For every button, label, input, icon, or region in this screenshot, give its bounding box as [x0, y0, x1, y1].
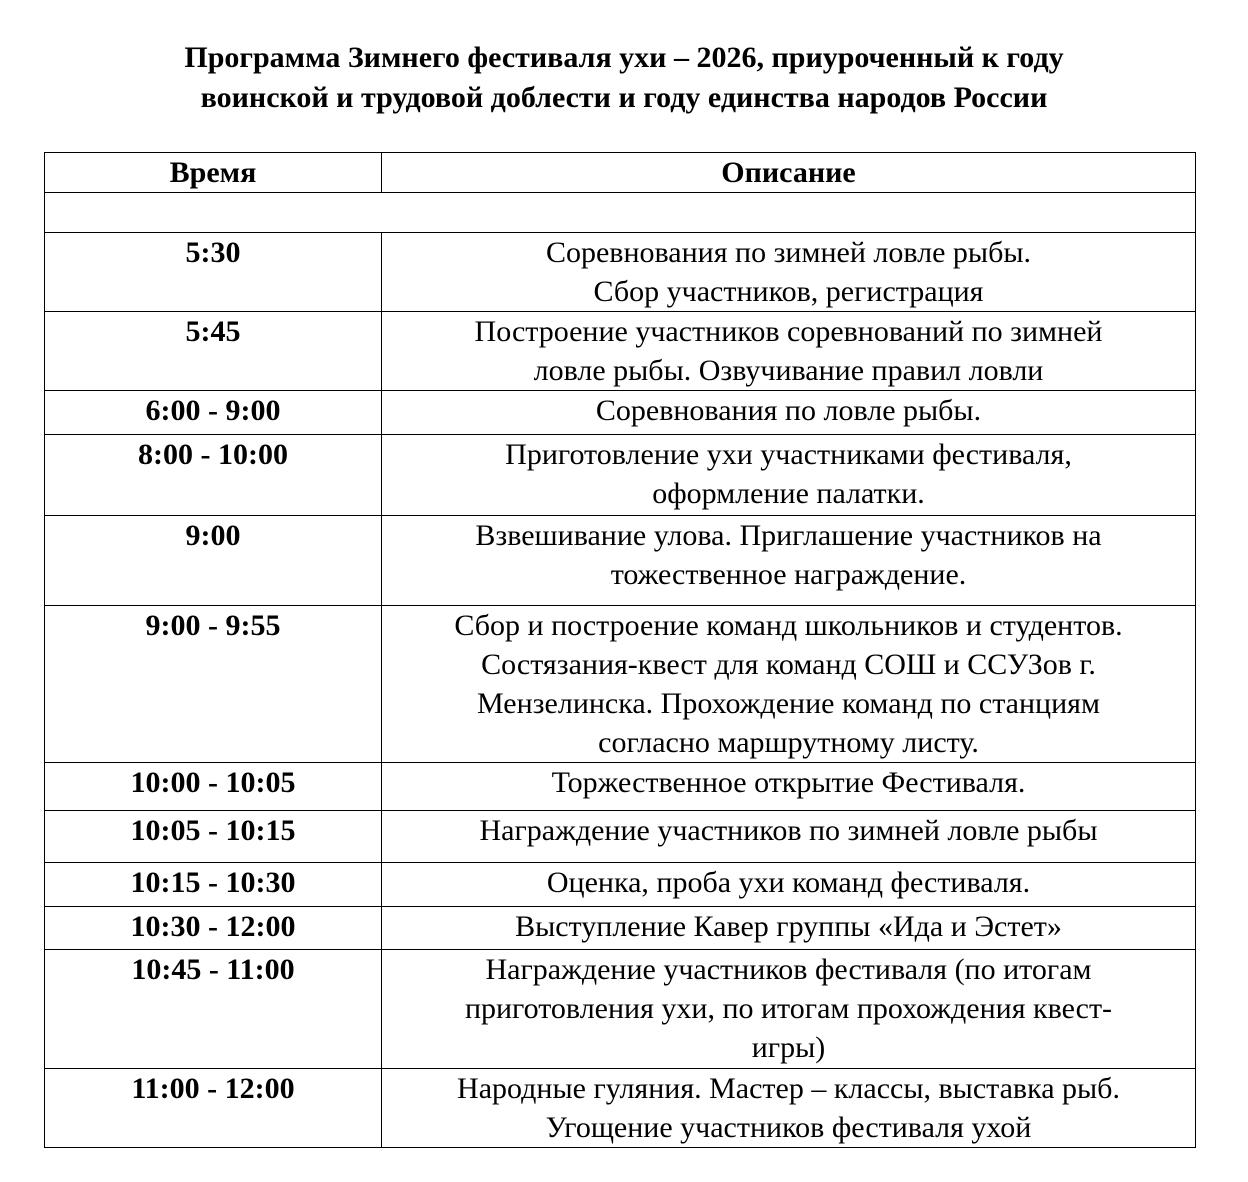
time-cell: 10:00 - 10:05: [45, 763, 382, 811]
description-line: Состязания-квест для команд СОШ и ССУЗов г.: [481, 648, 1096, 681]
description-cell: [382, 863, 1196, 907]
description-line: Награждение участников по зимней ловле рыбы: [479, 814, 1098, 847]
description-cell: [382, 312, 1196, 391]
time-cell: 10:30 - 12:00: [45, 907, 382, 950]
description-line: Сбор участников, регистрация: [593, 275, 984, 308]
description-line: Соревнования по ловле рыбы.: [595, 394, 982, 427]
description-cell: [382, 763, 1196, 811]
description-line: Угощение участников фестиваля ухой: [545, 1111, 1032, 1144]
description-line: Взвешивание улова. Приглашение участников на: [475, 519, 1102, 552]
table-row: [45, 763, 1196, 811]
description-line: Построение участников соревнований по зимней: [474, 315, 1103, 348]
table-row: [45, 907, 1196, 950]
description-line: тожественное награждение.: [610, 558, 967, 591]
time-cell: 8:00 - 10:00: [45, 435, 382, 516]
empty-row: [45, 193, 1196, 233]
description-line: Выступление Кавер группы «Ида и Эстет»: [515, 910, 1062, 943]
empty-cell: [45, 193, 1196, 233]
description-line: оформление палатки.: [652, 477, 925, 510]
description-line: Приготовление ухи участниками фестиваля,: [505, 438, 1072, 471]
time-cell: 9:00: [45, 516, 382, 606]
time-cell: 6:00 - 9:00: [45, 391, 382, 435]
table-header-row: [45, 153, 1196, 193]
description-cell: [382, 391, 1196, 435]
table-row: [45, 606, 1196, 763]
table-row: [45, 811, 1196, 863]
description-line: приготовления ухи, по итогам прохождения квест-: [464, 992, 1113, 1025]
time-cell: 11:00 - 12:00: [45, 1069, 382, 1148]
time-cell: 5:45: [45, 312, 382, 391]
description-cell: [382, 1069, 1196, 1148]
description-line: Соревнования по зимней ловле рыбы.: [545, 236, 1031, 269]
description-cell: [382, 606, 1196, 763]
table-row: [45, 312, 1196, 391]
description-cell: [382, 435, 1196, 516]
time-cell: 9:00 - 9:55: [45, 606, 382, 763]
page-title: [0, 38, 1248, 118]
time-cell: 5:30: [45, 233, 382, 312]
description-line: Народные гуляния. Мастер – классы, выставка рыб.: [457, 1072, 1120, 1105]
table-row: [45, 435, 1196, 516]
table-row: [45, 516, 1196, 606]
description-line: Сбор и построение команд школьников и студентов.: [454, 609, 1123, 642]
schedule-table: [44, 152, 1196, 1148]
description-line: Награждение участников фестиваля (по итогам: [485, 953, 1092, 986]
title-line-2: воинской и трудовой доблести и году единства народов России: [200, 81, 1048, 114]
table-row: [45, 391, 1196, 435]
description-line: Оценка, проба ухи команд фестиваля.: [546, 866, 1031, 899]
time-cell: 10:15 - 10:30: [45, 863, 382, 907]
description-line: Мензелинска. Прохождение команд по станциям: [477, 687, 1100, 720]
description-cell: [382, 950, 1196, 1069]
description-line: ловле рыбы. Озвучивание правил ловли: [533, 354, 1044, 387]
description-cell: [382, 907, 1196, 950]
title-line-1: Программа Зимнего фестиваля ухи – 2026, приуроченный к году: [184, 41, 1064, 74]
description-line: согласно маршрутному листу.: [598, 726, 979, 759]
table-row: [45, 863, 1196, 907]
description-cell: [382, 516, 1196, 606]
time-cell: 10:45 - 11:00: [45, 950, 382, 1069]
time-column-header: Время: [45, 153, 382, 193]
description-cell: [382, 811, 1196, 863]
description-line: Торжественное открытие Фестиваля.: [551, 766, 1026, 799]
table-row: [45, 950, 1196, 1069]
time-cell: 10:05 - 10:15: [45, 811, 382, 863]
table-row: [45, 233, 1196, 312]
description-cell: [382, 233, 1196, 312]
description-column-header: Описание: [382, 153, 1196, 193]
description-line: игры): [751, 1031, 826, 1064]
table-row: [45, 1069, 1196, 1148]
